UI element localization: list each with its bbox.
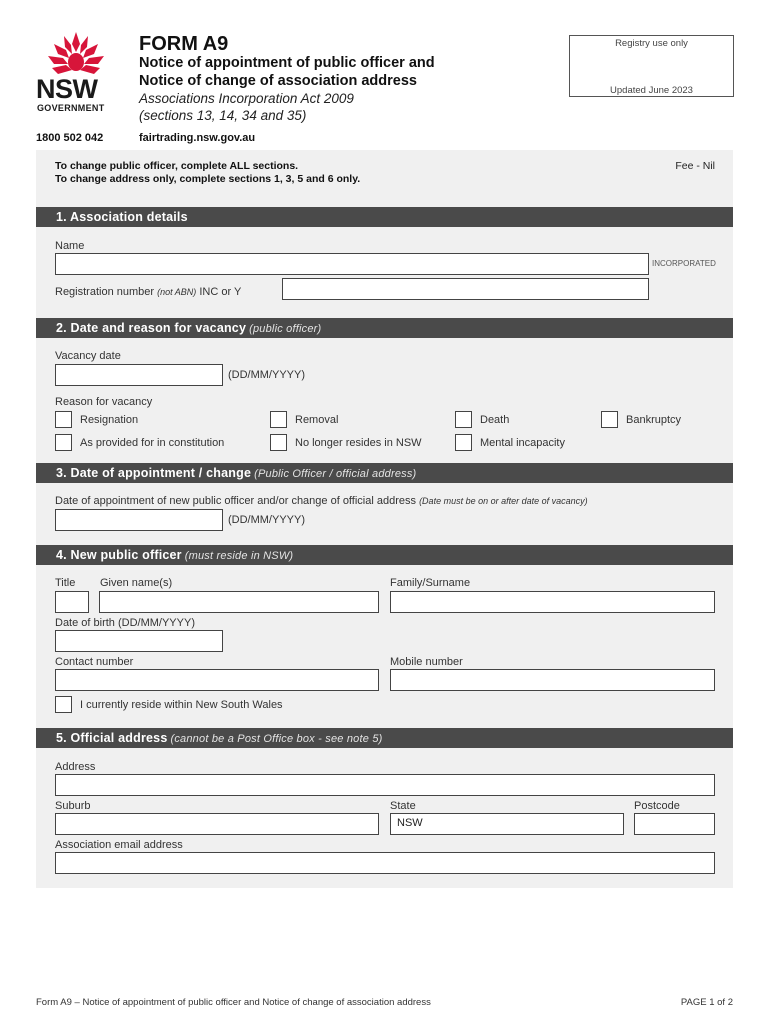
registry-label: Registry use only [615, 38, 688, 49]
section4-title: 4. New public officer [56, 548, 182, 562]
form-subtitle-line1: Notice of appointment of public officer and [139, 55, 435, 71]
act-line1: Associations Incorporation Act 2009 [139, 91, 354, 106]
postcode-label: Postcode [634, 800, 680, 812]
incorporated-suffix: INCORPORATED [652, 259, 716, 268]
appointment-date-input[interactable] [55, 509, 223, 531]
section3-header [36, 463, 733, 483]
instruction-line2: To change address only, complete sections 1, 3, 5 and 6 only. [55, 173, 361, 185]
constitution-label: As provided for in constitution [80, 437, 225, 449]
suburb-label: Suburb [55, 800, 91, 812]
appointment-date-note: (Date must be on or after date of vacancy) [419, 496, 588, 506]
registration-label-text: Registration number [55, 286, 155, 298]
death-label: Death [480, 414, 510, 426]
contact-number-label: Contact number [55, 656, 134, 668]
logo-subtitle: GOVERNMENT [37, 103, 105, 113]
no-longer-resides-checkbox[interactable] [270, 434, 287, 451]
title-label: Title [55, 577, 76, 589]
section2-header [36, 318, 733, 338]
reason-label: Reason for vacancy [55, 396, 153, 408]
state-input[interactable]: NSW [390, 813, 624, 835]
section1-title: 1. Association details [56, 210, 188, 224]
section2-note: (public officer) [249, 323, 322, 335]
mental-incapacity-checkbox[interactable] [455, 434, 472, 451]
form-subtitle [139, 54, 559, 90]
family-name-input[interactable] [390, 591, 715, 613]
appointment-date-format: (DD/MM/YYYY) [228, 514, 305, 526]
title-input[interactable] [55, 591, 89, 613]
section2-title: 2. Date and reason for vacancy [56, 321, 247, 335]
registration-label-suffix: INC or Y [199, 286, 242, 298]
registration-number-label [55, 286, 241, 298]
instruction-line1: To change public officer, complete ALL sections. [55, 160, 299, 172]
section3-note: (Public Officer / official address) [254, 468, 417, 480]
updated-date: Updated June 2023 [610, 85, 693, 96]
association-name-input[interactable] [55, 253, 649, 275]
email-label: Association email address [55, 839, 183, 851]
registration-number-input[interactable] [282, 278, 649, 300]
waratah-logo-icon [36, 30, 116, 76]
section1-header [36, 207, 733, 227]
mental-incapacity-label: Mental incapacity [480, 437, 565, 449]
address-input[interactable] [55, 774, 715, 796]
section5-header [36, 728, 733, 748]
removal-checkbox[interactable] [270, 411, 287, 428]
vacancy-date-input[interactable] [55, 364, 223, 386]
section5-title: 5. Official address [56, 731, 168, 745]
logo-wordmark: NSW [36, 74, 98, 104]
dob-label: Date of birth (DD/MM/YYYY) [55, 617, 195, 629]
section4-header [36, 545, 733, 565]
mobile-number-input[interactable] [390, 669, 715, 691]
reside-nsw-label: I currently reside within New South Wales [80, 699, 283, 711]
email-input[interactable] [55, 852, 715, 874]
reside-nsw-checkbox[interactable] [55, 696, 72, 713]
address-label: Address [55, 761, 96, 773]
constitution-checkbox[interactable] [55, 434, 72, 451]
fee-label: Fee - Nil [675, 160, 715, 172]
bankruptcy-checkbox[interactable] [601, 411, 618, 428]
website-link[interactable]: fairtrading.nsw.gov.au [139, 132, 256, 144]
act-line2: (sections 13, 14, 34 and 35) [139, 108, 307, 123]
association-name-label: Name [55, 240, 85, 252]
appointment-date-label-text: Date of appointment of new public officer and/or change of official address [55, 495, 416, 507]
suburb-input[interactable] [55, 813, 379, 835]
dob-input[interactable] [55, 630, 223, 652]
appointment-date-label [55, 495, 588, 507]
section3-title: 3. Date of appointment / change [56, 466, 252, 480]
postcode-input[interactable] [634, 813, 715, 835]
section5-note: (cannot be a Post Office box - see note 5) [170, 733, 383, 745]
given-names-input[interactable] [99, 591, 379, 613]
registration-label-note: (not ABN) [157, 287, 197, 297]
removal-label: Removal [295, 414, 339, 426]
given-names-label: Given name(s) [100, 577, 173, 589]
registry-box [569, 35, 734, 97]
phone-number: 1800 502 042 [36, 132, 104, 144]
page-number: PAGE 1 of 2 [680, 997, 733, 1008]
instructions [55, 160, 360, 186]
vacancy-date-label: Vacancy date [55, 350, 121, 362]
resignation-label: Resignation [80, 414, 139, 426]
act-reference [139, 90, 559, 124]
bankruptcy-label: Bankruptcy [626, 414, 682, 426]
death-checkbox[interactable] [455, 411, 472, 428]
family-name-label: Family/Surname [390, 577, 471, 589]
section4-note: (must reside in NSW) [184, 550, 294, 562]
mobile-number-label: Mobile number [390, 656, 463, 668]
no-longer-resides-label: No longer resides in NSW [295, 437, 422, 449]
state-label: State [390, 800, 416, 812]
resignation-checkbox[interactable] [55, 411, 72, 428]
footer-form-name: Form A9 – Notice of appointment of public officer and Notice of change of association address [36, 997, 431, 1008]
form-subtitle-line2: Notice of change of association address [139, 73, 417, 89]
vacancy-date-format: (DD/MM/YYYY) [228, 369, 305, 381]
form-title: FORM A9 [139, 33, 229, 55]
contact-number-input[interactable] [55, 669, 379, 691]
